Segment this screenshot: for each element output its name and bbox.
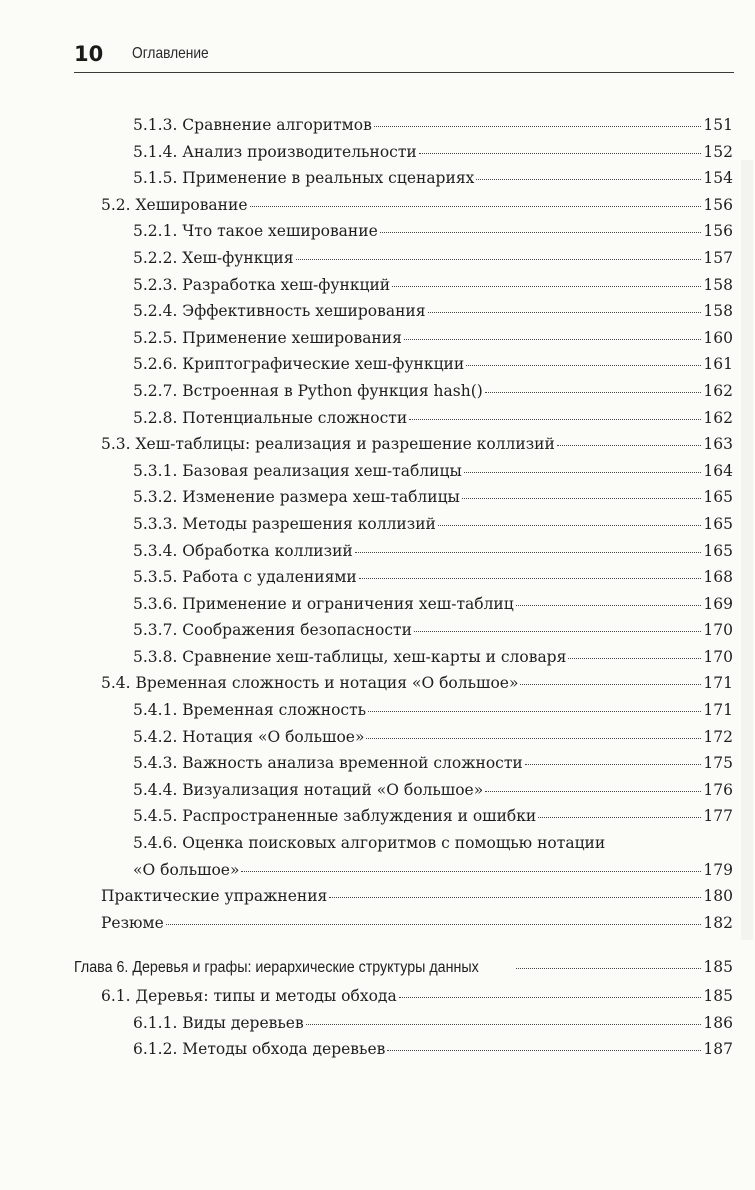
toc-entry (0, 538, 755, 565)
toc-entry-title: 5.4.6. Оценка поисковых алгоритмов с помощью нотации (133, 834, 606, 853)
toc-entry-page: 157 (703, 248, 733, 267)
toc-entry-page: 156 (703, 222, 733, 241)
toc-entry-page: 175 (703, 754, 733, 773)
toc-entry (0, 431, 755, 458)
toc-entry-title: 6.1.2. Методы обхода деревьев (133, 1040, 386, 1059)
toc-chapter-entry (0, 954, 755, 981)
toc-entry-page: 163 (703, 435, 733, 454)
toc-entry (0, 325, 755, 352)
toc-entry (0, 245, 755, 272)
toc-entry-title: 5.4.5. Распространенные заблуждения и ошибки (133, 807, 537, 826)
toc-entry-title: 5.2.6. Криптографические хеш-функции (133, 355, 465, 374)
toc-entry-title: 6.1.1. Виды деревьев (133, 1013, 304, 1032)
toc-entry (0, 777, 755, 804)
dot-leader (516, 604, 702, 606)
toc-entry-page: 162 (703, 408, 733, 427)
toc-entry-title: 5.2.3. Разработка хеш-функций (133, 275, 391, 294)
toc-entry-title: 5.3.3. Методы разрешения коллизий (133, 514, 436, 533)
dot-leader (485, 391, 702, 393)
dot-leader (380, 231, 702, 233)
toc-entry-page: 165 (703, 514, 733, 533)
toc-entry-page: 165 (703, 541, 733, 560)
dot-leader (392, 285, 701, 287)
toc-entry-title: 5.4.3. Важность анализа временной сложности (133, 754, 523, 773)
dot-leader (414, 630, 702, 632)
toc-entry-page: 177 (703, 807, 733, 826)
dot-leader (568, 657, 701, 659)
toc-entry-page: 158 (703, 275, 733, 294)
toc-entry (0, 803, 755, 830)
toc-entry-page: 162 (703, 381, 733, 400)
toc-entry (0, 830, 755, 883)
toc-entry (0, 351, 755, 378)
dot-leader (525, 763, 702, 765)
dot-leader (368, 710, 701, 712)
toc-entry-page: 187 (703, 1040, 733, 1059)
dot-leader (438, 524, 702, 526)
toc-entry-page: 185 (703, 958, 733, 977)
dot-leader (250, 205, 702, 207)
toc-entry-page: 160 (703, 328, 733, 347)
toc-entry (0, 564, 755, 591)
dot-leader (520, 683, 701, 685)
dot-leader (428, 311, 702, 313)
toc-entry-title: 5.4.1. Временная сложность (133, 701, 367, 720)
toc-entry-page: 151 (703, 116, 733, 134)
page-header (74, 38, 734, 72)
toc-entry-title: 5.3.8. Сравнение хеш-таблицы, хеш-карты и словаря (133, 647, 567, 666)
toc-entry-page: 170 (703, 647, 733, 666)
toc-entry-page: 186 (703, 1013, 733, 1032)
dot-leader (485, 790, 701, 792)
dot-leader (516, 967, 701, 969)
toc-entry-title: Глава 6. Деревья и графы: иерархические структуры данных (74, 959, 479, 977)
toc-entry (0, 1036, 755, 1063)
toc-entry (0, 511, 755, 538)
toc-entry (0, 165, 755, 192)
dot-leader (466, 364, 701, 366)
dot-leader (374, 125, 702, 127)
toc-entry-page: 180 (703, 887, 733, 906)
toc-entry-page: 168 (703, 568, 733, 587)
toc-entry-title: Резюме (101, 913, 164, 932)
toc-entry (0, 697, 755, 724)
toc-entry (0, 218, 755, 245)
toc-entry (0, 112, 755, 139)
toc-entry-page: 156 (703, 195, 733, 214)
dot-leader (241, 870, 701, 872)
dot-leader (462, 497, 702, 499)
toc-entry-title: 5.4.4. Визуализация нотаций «О большое» (133, 780, 484, 799)
toc-entry (0, 378, 755, 405)
toc-entry-title: 5.3. Хеш-таблицы: реализация и разрешение коллизий (101, 435, 555, 454)
toc-entry-page: 171 (703, 674, 733, 693)
toc-entry-page: 172 (703, 727, 733, 746)
toc-entry (0, 1010, 755, 1037)
toc-entry-title: 5.2.5. Применение хеширования (133, 328, 402, 347)
toc-entry-title: 5.2.2. Хеш-функция (133, 248, 294, 267)
toc-entry (0, 670, 755, 697)
toc-entry-page: 158 (703, 302, 733, 321)
toc-entry-page: 154 (703, 169, 733, 188)
toc-entry-title: 5.3.5. Работа с удалениями (133, 568, 357, 587)
toc-entry (0, 405, 755, 432)
toc-entry-title: 5.2.7. Встроенная в Python функция hash() (133, 381, 483, 400)
toc-entry-title: 5.4. Временная сложность и нотация «О большое» (101, 674, 519, 693)
toc-entry-title-continued: «О большое» (133, 860, 240, 879)
dot-leader (366, 737, 701, 739)
toc-entry (0, 298, 755, 325)
toc-entry (0, 272, 755, 299)
toc-entry-page: 161 (703, 355, 733, 374)
dot-leader (538, 816, 701, 818)
toc-entry-page: 164 (703, 461, 733, 480)
dot-leader (296, 258, 702, 260)
toc-entry (0, 724, 755, 751)
page-number: 10 (74, 42, 104, 66)
toc-entry-title: 5.3.2. Изменение размера хеш-таблицы (133, 488, 460, 507)
toc-entry (0, 591, 755, 618)
dot-leader (404, 338, 702, 340)
toc-entry (0, 458, 755, 485)
toc-entry-title: 5.3.1. Базовая реализация хеш-таблицы (133, 461, 462, 480)
dot-leader (355, 551, 702, 553)
toc-entry-page: 171 (703, 701, 733, 720)
header-rule (74, 72, 734, 73)
dot-leader (464, 471, 702, 473)
toc-entry (0, 484, 755, 511)
toc-entry (0, 750, 755, 777)
toc-entry-title: 5.1.4. Анализ производительности (133, 142, 417, 161)
toc-entry-title: Практические упражнения (101, 887, 328, 906)
dot-leader (399, 996, 702, 998)
table-of-contents (0, 112, 755, 1063)
toc-entry (0, 192, 755, 219)
running-title: Оглавление (132, 45, 209, 62)
toc-entry-title: 5.3.6. Применение и ограничения хеш-таблиц (133, 594, 514, 613)
toc-entry (0, 139, 755, 166)
dot-leader (166, 923, 702, 925)
dot-leader (359, 577, 702, 579)
toc-entry (0, 910, 755, 937)
toc-entry-title: 5.2. Хеширование (101, 195, 248, 214)
toc-entry-title: 5.1.3. Сравнение алгоритмов (133, 116, 372, 134)
toc-entry-page: 170 (703, 621, 733, 640)
dot-leader (409, 418, 701, 420)
toc-entry-title: 5.2.8. Потенциальные сложности (133, 408, 408, 427)
dot-leader (306, 1023, 702, 1025)
toc-entry-page: 185 (703, 987, 733, 1005)
toc-entry-page: 165 (703, 488, 733, 507)
toc-entry-page: 176 (703, 780, 733, 799)
toc-entry-title: 5.4.2. Нотация «О большое» (133, 727, 365, 746)
dot-leader (557, 444, 702, 446)
toc-entry-second-line (133, 857, 733, 884)
toc-entry-first-line (133, 830, 733, 857)
dot-leader (476, 178, 701, 180)
toc-entry (0, 983, 755, 1010)
toc-entry-title: 5.2.4. Эффективность хеширования (133, 302, 426, 321)
dot-leader (419, 152, 702, 154)
toc-entry-title: 5.3.7. Соображения безопасности (133, 621, 412, 640)
toc-entry-title: 5.1.5. Применение в реальных сценариях (133, 169, 475, 188)
dot-leader (329, 896, 701, 898)
toc-entry-page: 179 (703, 860, 733, 879)
toc-entry-title: 5.3.4. Обработка коллизий (133, 541, 353, 560)
toc-entry-title: 6.1. Деревья: типы и методы обхода (101, 987, 397, 1005)
dot-leader (387, 1049, 701, 1051)
toc-entry (0, 644, 755, 671)
toc-entry-title: 5.2.1. Что такое хеширование (133, 222, 378, 241)
toc-entry (0, 617, 755, 644)
toc-entry-page: 169 (703, 594, 733, 613)
toc-entry-page: 182 (703, 913, 733, 932)
toc-entry (0, 883, 755, 910)
toc-entry-page: 152 (703, 142, 733, 161)
